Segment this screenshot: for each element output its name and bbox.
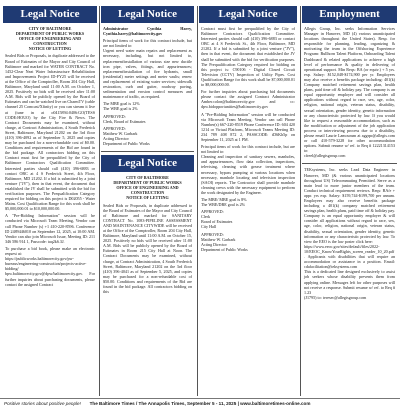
paragraph-gap [304,300,395,302]
notice-paragraph: APPROVED: Clerk Board of Estimates City Hall [201,209,233,230]
section-heading: Legal Notice [3,6,97,23]
notice-paragraph: Contract must first be prequalified by the City of Baltimore Contractors Qualification Committee. Interested parties should call (410) 396-6883 or contact OBC at 4 S Frederick St., 4th Floor, Baltimore, MD 21202. If a bid is submitted by a joint venture ("JV"), then in that event, the document that established the JV shall be submitted with the bid for verification purposes. The Prequalification Category required for bidding on this project is: C90106 - Digital Closed Circuit Television (CCTV) Inspection of Utility Pipes. Cost Qualification Range for this work shall be $7,000,000.01 to $8,000,000.00. [201,26,297,88]
section-heading: Legal Notice [199,6,297,23]
notice-paragraph: Sealed Bids or Proposals, in duplicate addressed to the Board of Estimates of the Mayor and City Council of Baltimore and marked for WATER CONTRACT No. 1452-Clear Neat Water Infrastructure Rehabilitation and Improvements Project ID-FY25 will be received at the Office of the Comptroller, Room 204 City Hall, Baltimore, Maryland until 11:00 A.M. on October 1, 2025. Positively no bids will be received after 11:00 A.M. Bids will be publicly opened by the Board of Estimates and can be watched live on CharmTV (cable channel 25 Comcast/Xfinity) or you can stream it live at (tune in at o0415894:0406:GO(TESS CODE:HOUO) by the City Fire & News. The Contract Documents may be examined, without charge, at Contract Administration, 4 South Frederick Street, Baltimore, Maryland 21202 on the 3rd floor (410) 396-4092 as of September 5, 2025 and copies may be purchased for a non-refundable cost of $0.00. Conditions and requirements of the Bid are found in the bid package. All contractors bidding on this Contract must first be prequalified by the City of Baltimore Contractors Qualification Committee. Interested parties should call (410) 396-6883 or contact OBC at 4 S Frederick Street, 4th Floor, Baltimore, MD 21202. If a bid is submitted by a joint venture ("JV"), then in that event, the document that established the JV shall be submitted with the bid for verification purposes. The Prequalification Category required for bidding on this project is D02055 - Water Mains. Cost Qualification Range for this work shall be $5,000,000.01 to $10,000,000.00. [5,53,97,212]
notice-paragraph: The MBE/ MBE goal is 8% The WBE/DBE goal is 2% [201,197,247,208]
notice-paragraph: APPROVED: Matthew W. Garbark Acting Director Department of Public Works [103,125,150,146]
notice-paragraph: For further inquiries about purchasing bid documents please contact the assigned Contract Administrator Amber.colon@baltimorecity.gov and cc: dpw.bidopportunities@baltimorecity.gov [201,89,297,110]
notice-paragraph: The MBE goal is 12% The WBE goal is 2% [103,101,140,112]
column-legal-notice-3 [197,6,298,396]
footer-publication-info: The Baltimore Times / The Annapolis Times, September 5 - 11, 2025 | www.baltimoretimes-online.com [89,401,311,406]
notice-paragraph: APPROVED: Matthew W. Garbark Acting Director Department of Public Works [201,231,248,252]
notice-paragraph: Principal items of work for this contract include, but are not limited to: Cleaning and inspection of sanitary sewers, manholes, and appurtenances, flow data collection, inspections, televising, cleaning with grease treatment where necessary, bypass pumping at various locations when necessary, manhole locating and television inspection (SAOI) reports. The Contractor shall provide manhole cleaning crews with the necessary equipment to perform the work designated by the Engineer. [201,144,295,195]
footer-tagline: Positive stories about positive people! [4,401,81,406]
notice-paragraph: CITY OF BALTIMORE DEPARTMENT OF PUBLIC WORKS OFFICE OF ENGINEERING AND CONSTRUCTION NOTICE OF LETTING [15,26,85,52]
notice-paragraph: A "Pre-Bidding Information" session will be conducted via Microsoft Team Meeting, Vendor can call Phone Number (s) +1 410-220-8596. Conference ID 2489446010 on September 12, 2025, at 10:00 AM. Vendor can also join Microsoft Issue, Meeting ID: 211 346 586 914 1, Passcode: taq2k6.3J. [5,213,97,244]
section-divider [101,151,194,152]
paragraph-gap [5,287,95,289]
column-legal-notice-2 [99,6,195,396]
notice-paragraph: CITY OF BALTIMORE DEPARTMENT OF PUBLIC WORKS OFFICE OF ENGINEERING AND CONSTRUCTION NOTICE OF LETTING [113,175,182,201]
column-employment [300,6,398,396]
paragraph-gap [103,294,192,296]
notice-paragraph: Sealed Bids or Proposals, in duplicate addressed to the Board of Estimates of the Mayor and City Council of Baltimore and marked for SANITARY CONTRACT No. 1083-PIPELINE ASSESSMENT AND MAINTENANCE CITYWIDE will be received at the Office of the Comptroller, Room 204 City Hall, Baltimore, Maryland until 11:00 A.M. on October 15, 2025. Positively no bids will be received after 11:00 A.M. Bids will be publicly opened by the Board of Estimates in Room 215 City Hall at Noon. The Contract Documents may be examined, without charge, at Contract Administration, 4 South Frederick Street, Baltimore, Maryland 21202 on the 3rd floor (410) 396-4041 as of September 5, 2025, and copies may be purchased for a non-refundable cost of $50.00. Conditions and requirements of the Bid are found in the bid package. All contractors bidding on this [103,202,194,295]
notice-paragraph: A "Pre-Bidding Information" session will be conducted via Microsoft Team Meeting. Vendor can call Phone Number(s) 667-220-8519 Phone Conference ID: 604 420 1214 or Virtual Platform, Microsoft Teams Meeting ID: 234 789 408 872 2, PASSCODE: tD6Kh5p on September 11, 2025 at 1 PM. [201,111,297,142]
section-heading: Legal Notice [101,6,194,23]
notice-paragraph: Administrator Cynthia Harry, Cynthia.harry@baltimorecity.gov [103,26,194,37]
section-divider [302,163,397,164]
section-heading: Employment [302,6,397,23]
notice-paragraph: Principal items of work for this contract include, but are not limited to: Urgent need water main repairs and replacement as necessary, including, but not limited to, replacement/installation of various size new ductile iron pipe, valves, fittings, and appurtenances; replacement/installation of fire hydrants, small (residential) meter settings and meter vaults; renew and replacement of existing water services; sidewalk restoration, curb and gutter, roadway paving, sedimentation and erosion control measures and maintenance of traffic, as required. [103,38,192,100]
notice-paragraph: TEKsystems, Inc. seeks Lead Data Engineer in Hanover, MD (& various unanticipated locations throughout US) Telecommuting Permitted. Serve as a main lead to more junior members of the team. Conduct technical requirement reviews. Reqs: BA/e + appr. yrs exp. Salary: $159,744-$199,700 per annum. Employees may also receive benefits package including a 401(k) company matched retirement savings plan, health plans, paid time off & holiday pay. Company is an equal opportunity employer & will consider all applications without regard to race, sex, age, color, religion, national origin, veteran status, disability, sexual orientation, gender identity, genetic information or any characteristic protected by law. To view the EEO is the law poster click here: https://www.eeoc.gov/sites/default/files/2022-10/EEOC_KnowYourRights_screen_reader_10_20.pdf. Applicants with disabilities that will require an accommodation or assistance in a position. Email: cdafacilitation@teksystems.com This is a dedicated line designed exclusively to assist job seekers whose disability prevents them from applying online. Messages left for other purposes will not receive a response. Submit resume w/ ref. to Req # 1.23 (J1795) to: teresec@allegisgroup.com [304,167,395,300]
notice-paragraph: APPROVED: Clerk, Board of Estimates [103,113,146,124]
notice-paragraph: To purchase a bid book, please make an electronic request at: https://publicworks.baltimorecity.gov/pw-bureaus/engineering-construction/projects-active-bidding/ bpw.baltimorecity.gov@dpw/baltimorecity.gov. For further inquiries about purchasing documents, please contact the assigned Contract [5,245,95,287]
section-heading: Legal Notice [101,155,194,172]
column-legal-notice-1 [2,6,98,396]
notice-paragraph: Allegis Group, Inc. seeks Information Services Manager in Hanover, MD (4) various unanticipated locations throughout the United States). Resp. for responsible for planning, leading, organizing & motivating the team in the Offshoring Experience Program: Bullhorn Talent Platform, Onboarding Talent Dashboard & related applications to achieve a high level of performance & quality in delivering of operational support. Min Reqs: BA (or equiv.) + 5 yrs. exp. Salary: $152,048-$174,900 per yr. Employees may also receive a benefits package including: 401(k) Company matched retirement savings plan, health plans, paid time off & holiday pay. The company is an equal opportunity employer and will consider all applications without regard to race, sex, age, color, religion, national origin, veteran status, disability, sexual orientation, gender identity, genetic information or any characteristic protected by law. If you would like to request a reasonable accommodation, such as the modification or adjustment of the job application process or interviewing process due to a disability, please email Laurie Lamourum at aggrpr@allegis.com or call 410-579-3228 for other accommodation options. Submit resume w/ ref. to Req # 12221314153 to: cfreel@allegisgroup.com [304,26,395,159]
page-footer [0,398,400,408]
paragraph-gap [103,146,192,148]
paragraph-gap [304,158,395,160]
paragraph-gap [201,252,295,254]
